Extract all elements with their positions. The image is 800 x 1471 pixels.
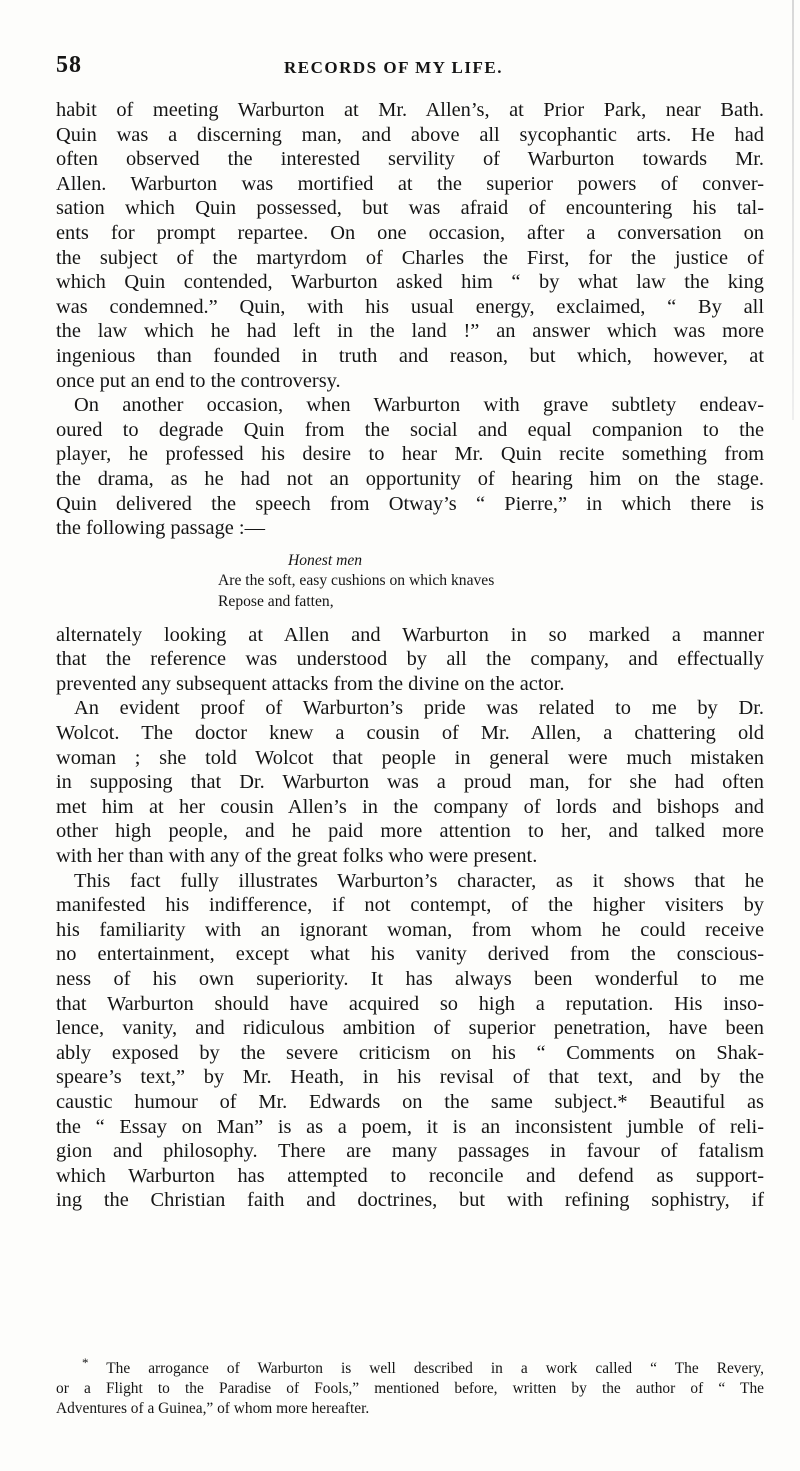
text-line: often observed the interested servility of Warburton towards Mr. bbox=[56, 148, 764, 171]
footnote-line: Adventures of a Guinea,” of whom more hereafter. bbox=[56, 1400, 370, 1417]
text-line: the law which he had left in the land !” an answer which was more bbox=[56, 320, 764, 343]
text-line: manifested his indifference, if not contempt, of the higher visiters by bbox=[56, 894, 764, 917]
text-line: caustic humour of Mr. Edwards on the same subject.* Beautiful as bbox=[56, 1090, 764, 1113]
text-line: An evident proof of Warburton’s pride was related to me by Dr. bbox=[74, 697, 764, 720]
text-line: ingenious than founded in truth and reason, but which, however, at bbox=[56, 344, 764, 367]
text-line: with her than with any of the great folks who were present. bbox=[56, 845, 538, 868]
text-line: the “ Essay on Man” is as a poem, it is an inconsistent jumble of reli- bbox=[56, 1115, 764, 1138]
page-number: 58 bbox=[56, 52, 82, 78]
footnote-text: The arrogance of Warburton is well described in a work called “ The Revery, bbox=[106, 1360, 764, 1377]
text-line: in supposing that Dr. Warburton was a proud man, for she had often bbox=[56, 771, 764, 794]
paragraph bbox=[56, 869, 764, 1213]
text-line: player, he professed his desire to hear Mr. Quin recite something from bbox=[56, 443, 764, 466]
text-line: which Quin contended, Warburton asked him “ by what law the king bbox=[56, 271, 764, 294]
text-line: ents for prompt repartee. On one occasion, after a conversation on bbox=[56, 221, 764, 244]
text-line: the drama, as he had not an opportunity of hearing him on the stage. bbox=[56, 467, 764, 490]
text-line: Allen. Warburton was mortified at the superior powers of conver- bbox=[56, 172, 764, 195]
footnote bbox=[56, 1354, 764, 1419]
text-line: which Warburton has attempted to reconcile and defend as support- bbox=[56, 1164, 764, 1187]
paragraph bbox=[56, 393, 764, 541]
text-line: other high people, and he paid more attention to her, and talked more bbox=[56, 820, 764, 843]
text-line: woman ; she told Wolcot that people in general were much mistaken bbox=[56, 746, 764, 769]
text-line: that the reference was understood by all the company, and effectually bbox=[56, 648, 764, 671]
text-line: sation which Quin possessed, but was afraid of encountering his tal- bbox=[56, 197, 764, 220]
paragraph bbox=[56, 623, 764, 697]
text-line: speare’s text,” by Mr. Heath, in his revisal of that text, and by the bbox=[56, 1066, 764, 1089]
body-text bbox=[56, 98, 764, 1213]
paragraph bbox=[56, 98, 764, 393]
text-line: ably exposed by the severe criticism on his “ Comments on Shak- bbox=[56, 1041, 764, 1064]
text-line: no entertainment, except what his vanity derived from the conscious- bbox=[56, 943, 764, 966]
text-line: that Warburton should have acquired so high a reputation. His inso- bbox=[56, 992, 764, 1015]
text-line: On another occasion, when Warburton with grave subtlety endeav- bbox=[74, 394, 764, 417]
text-line: his familiarity with an ignorant woman, from whom he could receive bbox=[56, 918, 764, 941]
text-line: gion and philosophy. There are many passages in favour of fatalism bbox=[56, 1140, 764, 1163]
verse-line: Repose and fatten, bbox=[218, 592, 334, 610]
footnote-marker: * bbox=[82, 1354, 89, 1370]
paragraph bbox=[56, 696, 764, 868]
text-line: Wolcot. The doctor knew a cousin of Mr. Allen, a chattering old bbox=[56, 722, 764, 745]
text-line: lence, vanity, and ridiculous ambition of superior penetration, have been bbox=[56, 1017, 764, 1040]
text-line: oured to degrade Quin from the social and equal companion to the bbox=[56, 418, 764, 441]
page-header bbox=[56, 52, 746, 82]
text-line: Quin delivered the speech from Otway’s “ Pierre,” in which there is bbox=[56, 492, 764, 515]
text-line: This fact fully illustrates Warburton’s character, as it shows that he bbox=[74, 869, 764, 892]
text-line: was condemned.” Quin, with his usual energy, exclaimed, “ By all bbox=[56, 295, 764, 318]
text-line: Quin was a discerning man, and above all sycophantic arts. He had bbox=[56, 123, 764, 146]
text-line: the following passage :— bbox=[56, 517, 265, 540]
text-line: alternately looking at Allen and Warburton in so marked a manner bbox=[56, 623, 764, 646]
footnote-line: or a Flight to the Paradise of Fools,” mentioned before, written by the author of “ The bbox=[56, 1380, 764, 1397]
text-line: prevented any subsequent attacks from the divine on the actor. bbox=[56, 672, 565, 695]
verse-quotation bbox=[56, 541, 764, 623]
running-head: RECORDS OF MY LIFE. bbox=[284, 58, 503, 77]
text-line: ness of his own superiority. It has always been wonderful to me bbox=[56, 968, 764, 990]
verse-line: Are the soft, easy cushions on which knaves bbox=[218, 572, 495, 590]
verse-line: Honest men bbox=[288, 551, 363, 569]
text-line: once put an end to the controversy. bbox=[56, 369, 341, 392]
page-edge-shadow bbox=[792, 0, 794, 420]
text-line: the subject of the martyrdom of Charles the First, for the justice of bbox=[56, 246, 764, 269]
text-line: habit of meeting Warburton at Mr. Allen’s, at Prior Park, near Bath. bbox=[56, 99, 764, 121]
text-line: met him at her cousin Allen’s in the company of lords and bishops and bbox=[56, 795, 764, 818]
footnote-line bbox=[56, 1354, 764, 1379]
text-line: ing the Christian faith and doctrines, but with refining sophistry, if bbox=[56, 1189, 764, 1212]
